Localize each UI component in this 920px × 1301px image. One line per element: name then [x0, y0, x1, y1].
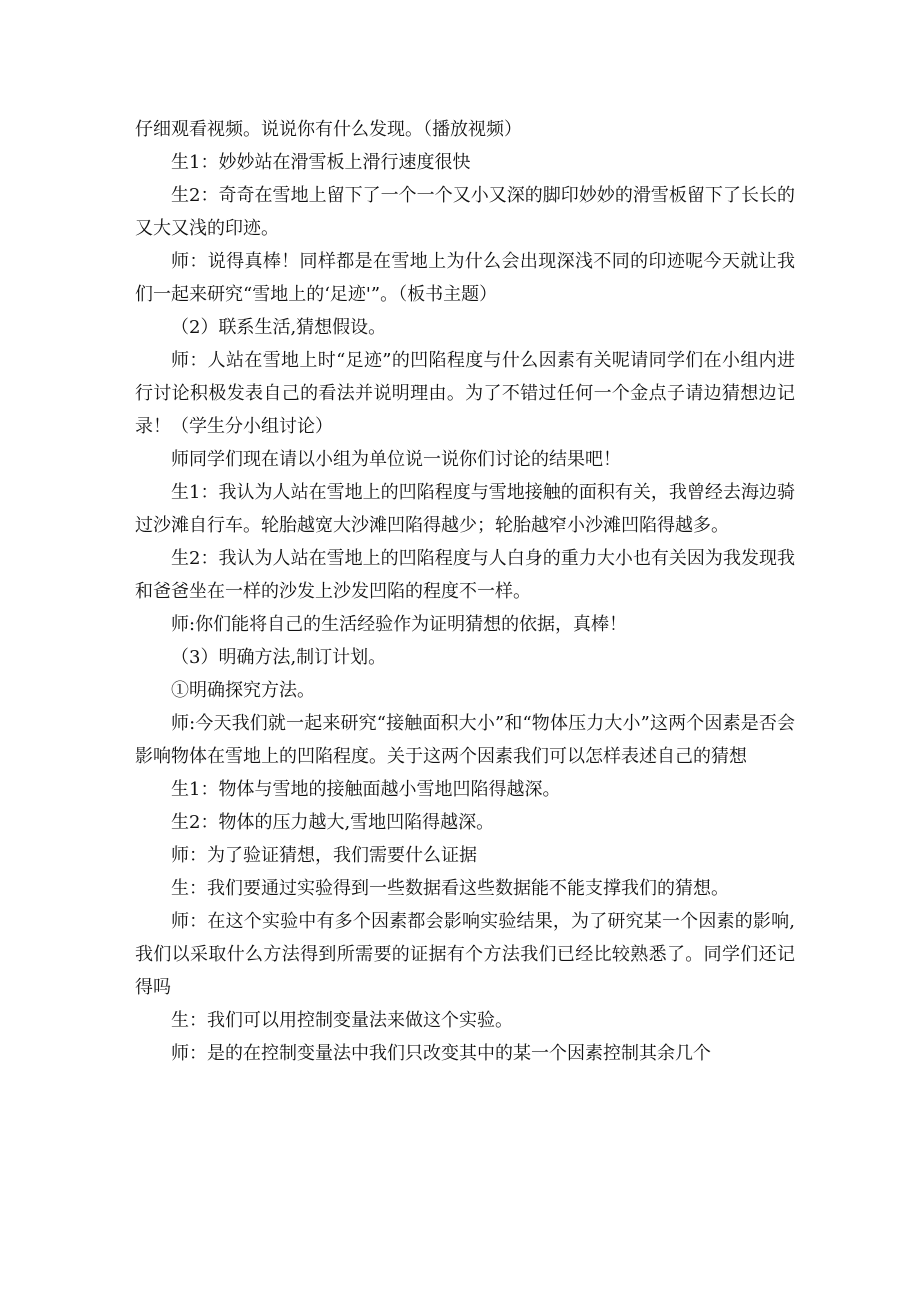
- paragraph: 生2：奇奇在雪地上留下了一个一个又小又深的脚印妙妙的滑雪板留下了长长的又大又浅的印迹。: [135, 185, 795, 239]
- paragraph: 生1：妙妙站在滑雪板上滑行速度很快: [171, 152, 471, 173]
- paragraph: ①明确探究方法。: [171, 680, 315, 701]
- paragraph: （2）联系生活,猜想假设。: [171, 317, 387, 338]
- paragraph: 生1：物体与雪地的接触面越小雪地凹陷得越深。: [171, 779, 561, 800]
- paragraph: 师：在这个实验中有多个因素都会影响实验结果，为了研究某一个因素的影响,我们以采取什么方法得到所需要的证据有个方法我们已经比较熟悉了。同学们还记得吗: [135, 911, 795, 998]
- paragraph: 生：我们可以用控制变量法来做这个实验。: [171, 1010, 513, 1031]
- paragraph: 师：说得真棒！同样都是在雪地上为什么会出现深浅不同的印迹呢今天就让我们一起来研究“雪地上的‘足迹'”。（板书主题）: [135, 251, 795, 305]
- paragraph: 师：是的在控制变量法中我们只改变其中的某一个因素控制其余几个: [171, 1043, 711, 1064]
- paragraph: 师：人站在雪地上时“足迹”的凹陷程度与什么因素有关呢请同学们在小组内进行讨论积极发表自己的看法并说明理由。为了不错过任何一个金点子请边猜想边记录！（学生分小组讨论）: [135, 350, 795, 437]
- paragraph: 仔细观看视频。说说你有什么发现。（播放视频）: [135, 119, 522, 140]
- paragraph: （3）明确方法,制订计划。: [171, 647, 387, 668]
- paragraph: 生1：我认为人站在雪地上的凹陷程度与雪地接触的面积有关，我曾经去海边骑过沙滩自行车。轮胎越宽大沙滩凹陷得越少；轮胎越窄小沙滩凹陷得越多。: [135, 482, 795, 536]
- paragraph: 生：我们要通过实验得到一些数据看这些数据能不能支撑我们的猜想。: [171, 878, 729, 899]
- paragraph: 师:你们能将自己的生活经验作为证明猜想的依据，真棒！: [171, 614, 628, 635]
- paragraph: 生2：我认为人站在雪地上的凹陷程度与人白身的重力大小也有关因为我发现我和爸爸坐在一样的沙发上沙发凹陷的程度不一样。: [135, 548, 795, 602]
- document-body: [135, 113, 795, 1070]
- paragraph: 师:今天我们就一起来研究“接触面积大小”和“物体压力大小”这两个因素是否会影响物体在雪地上的凹陷程度。关于这两个因素我们可以怎样表述自己的猜想: [135, 713, 795, 767]
- paragraph: 师：为了验证猜想，我们需要什么证据: [171, 845, 477, 866]
- paragraph: 师同学们现在请以小组为单位说一说你们讨论的结果吧！: [171, 449, 621, 470]
- paragraph: 生2：物体的压力越大,雪地凹陷得越深。: [171, 812, 495, 833]
